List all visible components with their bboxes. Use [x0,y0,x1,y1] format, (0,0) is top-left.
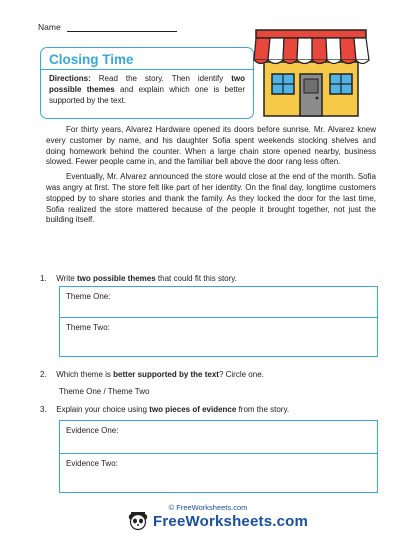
evidence-two-label: Evidence Two: [66,459,118,468]
story-paragraph-2: Eventually, Mr. Alvarez announced the store would close at the end of the month. Sofia was angry at first. The store felt like part of her identity. On the final day, longtime customers stopped by to share stories and thank the family. As they locked the door for the last time, Sofia realized the store mattered because of the people it brought together, not just the building itself. [46,172,376,225]
story-text [46,125,376,230]
question-2-text-1: Which theme is [56,370,111,379]
question-3-bold: two pieces of evidence [149,405,237,414]
worksheet-title: Closing Time [49,52,134,67]
store-icon [250,24,372,120]
question-2-number: 2. [40,370,47,379]
evidence-one-field[interactable] [60,421,377,453]
brand-name [153,513,308,530]
directions [49,73,245,106]
brand-name-part-2: Worksheets [185,512,273,530]
evidence-two-field[interactable] [60,453,377,492]
footer-url[interactable]: © FreeWorksheets.com [168,503,248,512]
name-line[interactable] [67,22,177,32]
name-label: Name [38,22,61,32]
name-field[interactable] [38,22,177,32]
question-1-text-2: that could fit this story. [157,274,237,283]
question-3-text-1: Explain your choice using [56,405,147,414]
question-2-bold: better supported by the text [113,370,219,379]
evidence-one-label: Evidence One: [66,426,119,435]
question-2-text-2: ? Circle one. [218,370,264,379]
panda-icon [127,511,149,531]
question-1-bold: two possible themes [77,274,156,283]
brand-logo[interactable] [127,511,308,531]
brand-name-part-1: Free [153,512,186,530]
question-3 [40,405,289,415]
directions-text-1: Read the story. Then identify [98,74,224,83]
title-box [40,47,254,119]
question-3-number: 3. [40,405,47,414]
question-1-text-1: Write [56,274,75,283]
directions-text-2: and explain which one is better supported by the text. [49,85,245,105]
question-1 [40,274,237,284]
directions-bold: two possible themes [49,74,245,94]
theme-choice[interactable]: Theme One / Theme Two [59,387,150,396]
question-2 [40,370,264,380]
evidence-answer-box [59,420,378,493]
directions-label: Directions: [49,74,91,83]
theme-answer-box [59,286,378,357]
question-1-number: 1. [40,274,47,283]
theme-one-field[interactable] [60,287,377,317]
brand-name-part-3: .com [272,512,309,530]
theme-two-field[interactable] [60,317,377,356]
theme-one-label: Theme One: [66,292,111,301]
question-3-text-2: from the story. [238,405,290,414]
theme-two-label: Theme Two: [66,323,110,332]
story-paragraph-1: For thirty years, Alvarez Hardware opened its doors before sunrise. Mr. Alvarez knew every customer by name, and his daughter Sofia spent weekends stocking shelves and doing homework behind the counter. When a large chain store opened nearby, business slowed. Fewer people came in, and the familiar bell above the door rang less often. [46,125,376,167]
title-divider [41,69,253,70]
